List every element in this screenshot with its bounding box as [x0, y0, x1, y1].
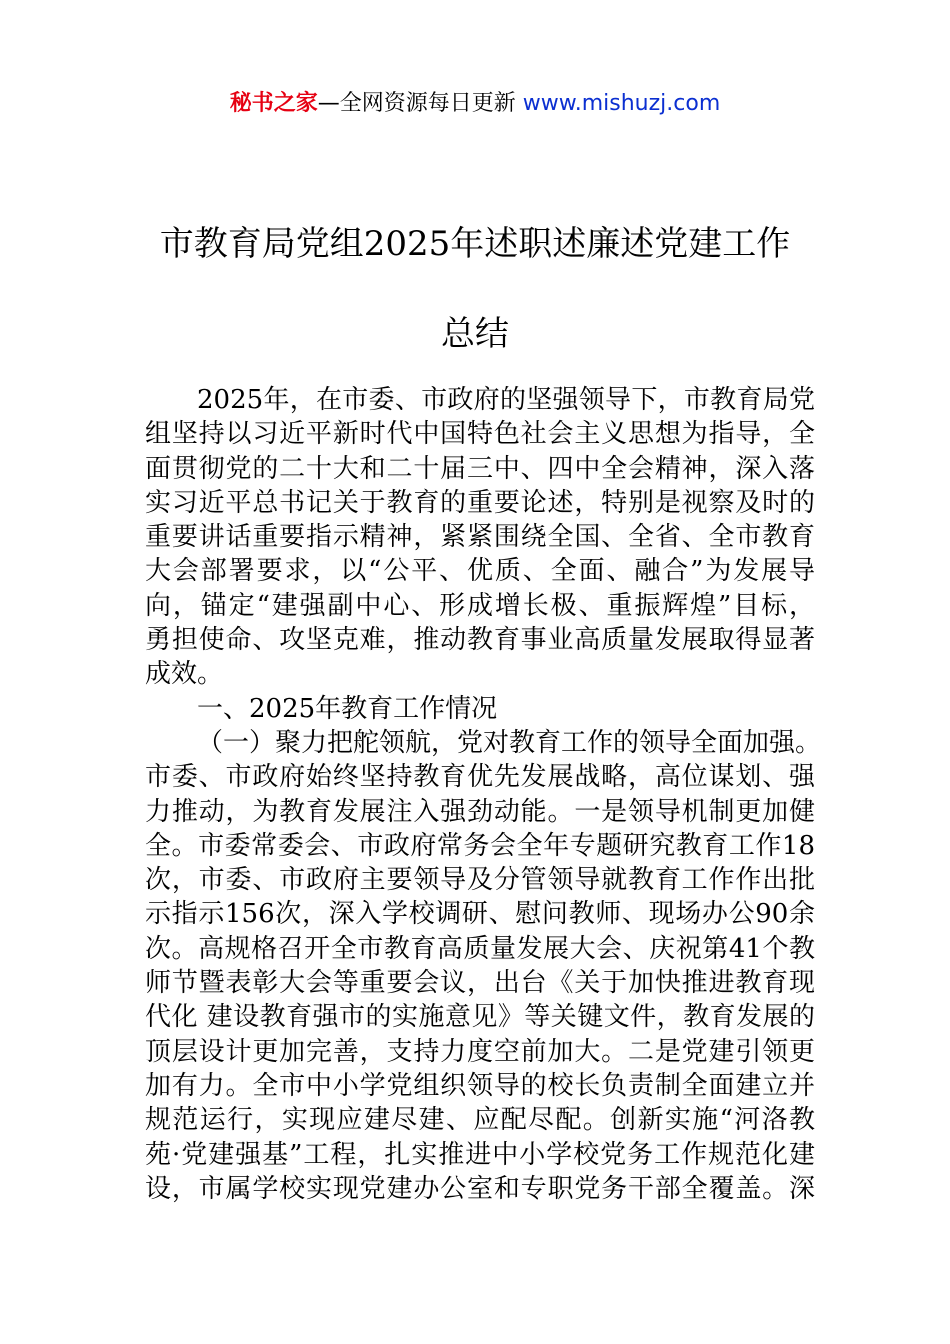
document-title	[100, 218, 850, 360]
body-line: 代化 建设教育强市的实施意见》等关键文件，教育发展的	[145, 1002, 815, 1033]
body-line: 勇担使命、攻坚克难，推动教育事业高质量发展取得显著	[145, 625, 815, 656]
body-line: 2025年，在市委、市政府的坚强领导下，市教育局党	[197, 385, 815, 415]
body-line: 市委、市政府始终坚持教育优先发展战略，高位谋划、强	[145, 762, 815, 793]
body-line: 加有力。全市中小学党组织领导的校长负责制全面建立并	[145, 1070, 815, 1101]
section-heading: 一、2025年教育工作情况	[197, 693, 498, 724]
document-body	[145, 383, 822, 1206]
banner-tagline: —全网资源每日更新	[317, 91, 523, 116]
body-line: 苑·党建强基”工程，扎实推进中小学校党务工作规范化建	[145, 1139, 815, 1170]
body-line: 面贯彻党的二十大和二十届三中、四中全会精神，深入落	[145, 453, 815, 484]
body-line: 设，市属学校实现党建办公室和专职党务干部全覆盖。深	[145, 1173, 815, 1204]
body-line: 示指示156次，深入学校调研、慰问教师、现场办公90余	[145, 899, 815, 930]
body-line: 组坚持以习近平新时代中国特色社会主义思想为指导，全	[145, 419, 815, 450]
body-line: 师节暨表彰大会等重要会议，出台《关于加快推进教育现	[145, 968, 815, 999]
brand-name: 秘书之家	[229, 91, 318, 116]
body-line: 力推动，为教育发展注入强劲动能。一是领导机制更加健	[145, 796, 815, 827]
body-line: 重要讲话重要指示精神，紧紧围绕全国、全省、全市教育	[145, 522, 815, 553]
site-url-link[interactable]: www.mishuzj.com	[522, 91, 721, 116]
body-line: 实习近平总书记关于教育的重要论述，特别是视察及时的	[145, 487, 815, 518]
site-banner	[0, 88, 950, 120]
title-line: 市教育局党组2025年述职述廉述党建工作	[159, 224, 791, 264]
title-line: 总结	[441, 314, 509, 354]
body-line: 顶层设计更加完善，支持力度空前加大。二是党建引领更	[145, 1036, 815, 1067]
body-line: 全。市委常委会、市政府常务会全年专题研究教育工作18	[145, 830, 815, 861]
body-line: 规范运行，实现应建尽建、应配尽配。创新实施“河洛教	[145, 1105, 815, 1136]
body-line: 成效。	[145, 659, 224, 690]
body-line: 次。高规格召开全市教育高质量发展大会、庆祝第41个教	[145, 933, 815, 964]
subsection-heading: （一）聚力把舵领航，党对教育工作的领导全面加强。	[197, 727, 822, 758]
body-line: 向，锚定“建强副中心、形成增长极、重振辉煌”目标，	[145, 590, 815, 621]
body-line: 大会部署要求，以“公平、优质、全面、融合”为发展导	[145, 556, 815, 587]
body-line: 次，市委、市政府主要领导及分管领导就教育工作作出批	[145, 865, 815, 896]
